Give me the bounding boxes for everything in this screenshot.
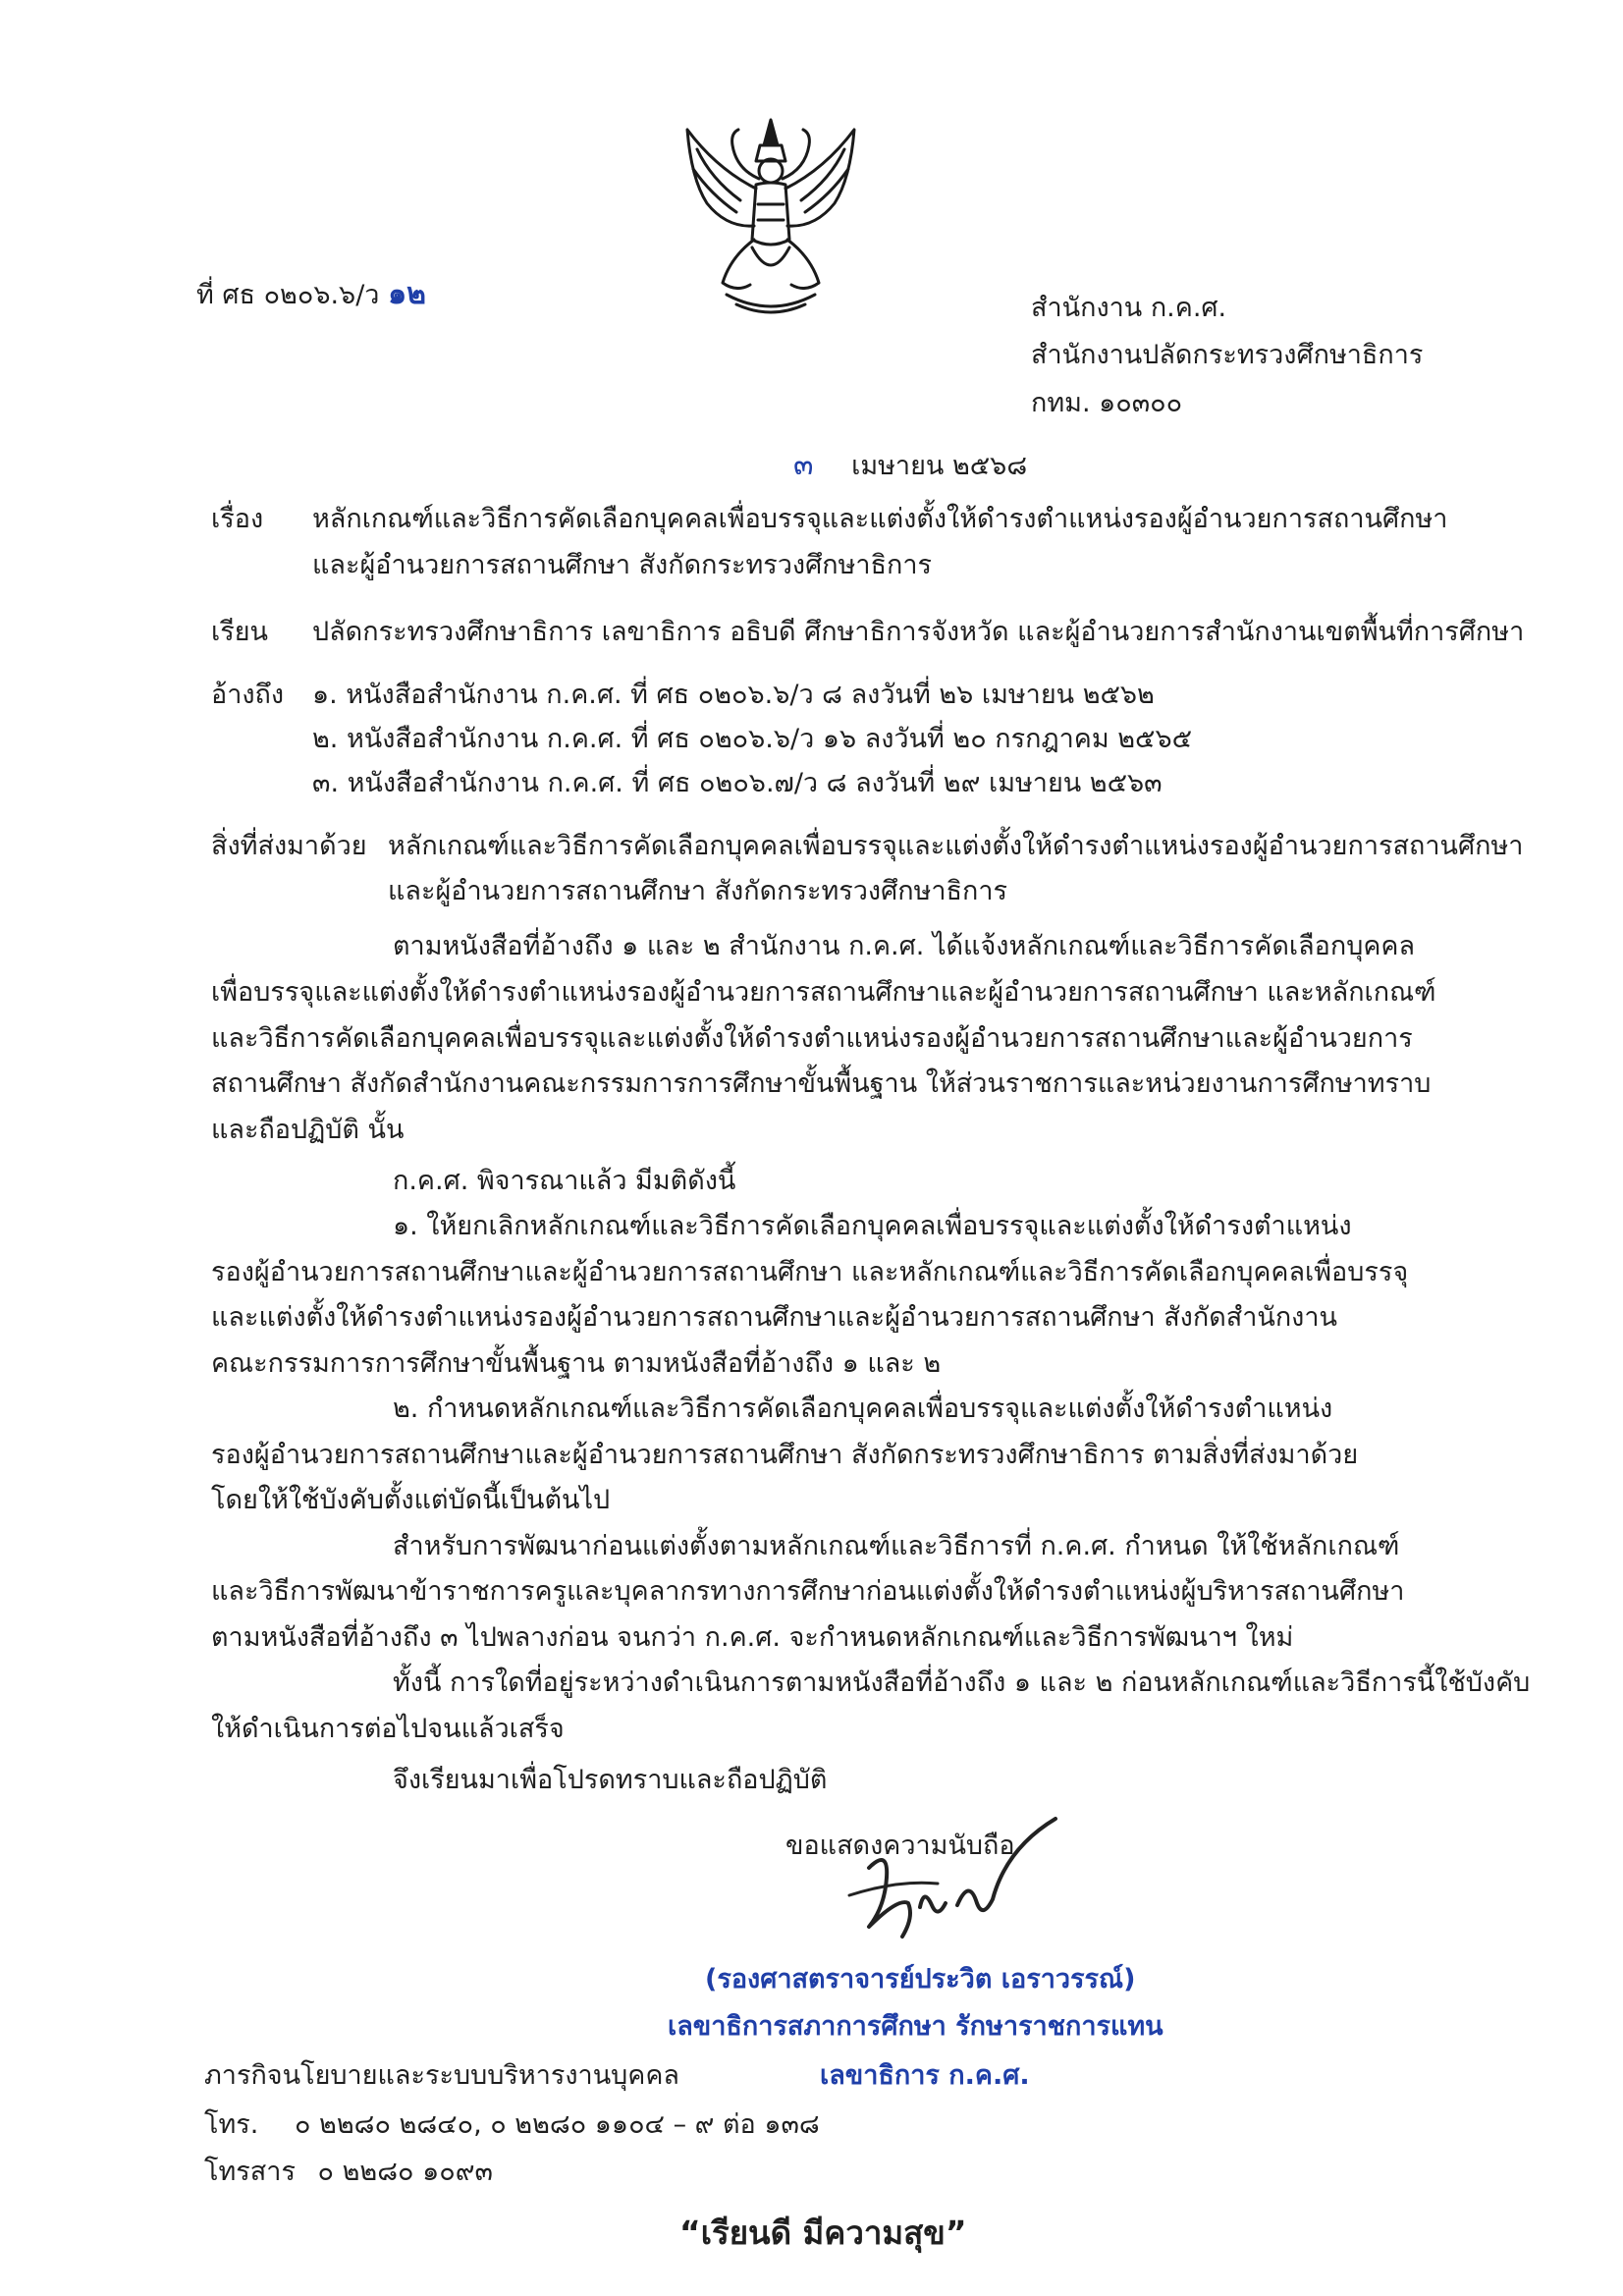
signatory-title-1: เลขาธิการสภาการศึกษา รักษาราชการแทน — [668, 2011, 1163, 2042]
body-p1-line: ตามหนังสือที่อ้างถึง ๑ และ ๒ สำนักงาน ก.ค.ศ. ได้แจ้งหลักเกณฑ์และวิธีการคัดเลือกบุคคล — [393, 931, 1416, 961]
body-development-line: และวิธีการพัฒนาข้าราชการครูและบุคลากรทางการศึกษาก่อนแต่งตั้งให้ดำรงตำแหน่งผู้บริหารสถานศึกษา — [211, 1576, 1405, 1607]
fax-label: โทรสาร — [204, 2157, 296, 2187]
footer-fax — [204, 2157, 493, 2188]
reference-item: ๒. หนังสือสำนักงาน ก.ค.ศ. ที่ ศธ ๐๒๐๖.๖/ว ๑๖ ลงวันที่ ๒๐ กรกฎาคม ๒๕๖๕ — [312, 724, 1193, 754]
document-number-handwritten: ๑๒ — [388, 277, 426, 311]
body-p1-line: สถานศึกษา สังกัดสำนักงานคณะกรรมการการศึกษาขั้นพื้นฐาน ให้ส่วนราชการและหน่วยงานการศึกษาทราบ — [211, 1068, 1432, 1099]
motto: “เรียนดี มีความสุข” — [679, 2214, 967, 2252]
body-resolution-intro: ก.ค.ศ. พิจารณาแล้ว มีมติดังนี้ — [393, 1166, 736, 1196]
document-number — [196, 277, 426, 312]
date-month-year: เมษายน ๒๕๖๘ — [851, 451, 1028, 481]
signature-icon — [830, 1809, 1065, 1976]
body-item2-line: รองผู้อำนวยการสถานศึกษาและผู้อำนวยการสถานศึกษา สังกัดกระทรวงศึกษาธิการ ตามสิ่งที่ส่งมาด้วย — [211, 1440, 1359, 1470]
phone-number: ๐ ๒๒๘๐ ๒๘๔๐, ๐ ๒๒๘๐ ๑๑๐๔ – ๙ ต่อ ๑๓๘ — [294, 2109, 820, 2140]
fax-number: ๐ ๒๒๘๐ ๑๐๙๓ — [317, 2157, 493, 2187]
body-p1-line: และวิธีการคัดเลือกบุคคลเพื่อบรรจุและแต่งตั้งให้ดำรงตำแหน่งรองผู้อำนวยการสถานศึกษาและผู้อำนวยการ — [211, 1023, 1413, 1054]
body-transition-line: ให้ดำเนินการต่อไปจนแล้วเสร็จ — [211, 1714, 565, 1744]
body-transition-line: ทั้งนี้ การใดที่อยู่ระหว่างดำเนินการตามหนังสือที่อ้างถึง ๑ และ ๒ ก่อนหลักเกณฑ์และวิธีการนี้ใช้บังคับ — [393, 1667, 1531, 1698]
reference-item: ๓. หนังสือสำนักงาน ก.ค.ศ. ที่ ศธ ๐๒๐๖.๗/ว ๘ ลงวันที่ ๒๙ เมษายน ๒๕๖๓ — [312, 768, 1163, 798]
document-date — [793, 448, 1027, 483]
body-development-line: ตามหนังสือที่อ้างถึง ๓ ไปพลางก่อน จนกว่า ก.ค.ศ. จะกำหนดหลักเกณฑ์และวิธีการพัฒนาฯ ใหม่ — [211, 1622, 1294, 1653]
to-text: ปลัดกระทรวงศึกษาธิการ เลขาธิการ อธิบดี ศึกษาธิการจังหวัด และผู้อำนวยการสำนักงานเขตพื้นที่การศึกษา — [312, 617, 1525, 647]
date-day-handwritten: ๓ — [793, 448, 814, 482]
footer-phone — [204, 2109, 820, 2141]
body-item1-line: ๑. ให้ยกเลิกหลักเกณฑ์และวิธีการคัดเลือกบุคคลเพื่อบรรจุและแต่งตั้งให้ดำรงตำแหน่ง — [393, 1211, 1352, 1241]
enclosure-line-1: หลักเกณฑ์และวิธีการคัดเลือกบุคคลเพื่อบรรจุและแต่งตั้งให้ดำรงตำแหน่งรองผู้อำนวยการสถานศึกษา — [388, 831, 1524, 861]
reference-item: ๑. หนังสือสำนักงาน ก.ค.ศ. ที่ ศธ ๐๒๐๖.๖/ว ๘ ลงวันที่ ๒๖ เมษายน ๒๕๖๒ — [312, 680, 1155, 710]
signatory-name: (รองศาสตราจารย์ประวิต เอราวรรณ์) — [705, 1964, 1136, 1995]
enclosure-line-2: และผู้อำนวยการสถานศึกษา สังกัดกระทรวงศึกษาธิการ — [388, 876, 1008, 906]
signatory-title-2: เลขาธิการ ก.ค.ศ. — [820, 2060, 1030, 2091]
enclosure-label: สิ่งที่ส่งมาด้วย — [211, 831, 367, 861]
phone-label: โทร. — [204, 2109, 259, 2140]
subject-line-1: หลักเกณฑ์และวิธีการคัดเลือกบุคคลเพื่อบรรจุและแต่งตั้งให้ดำรงตำแหน่งรองผู้อำนวยการสถานศึกษา — [312, 504, 1448, 534]
body-item2-line: โดยให้ใช้บังคับตั้งแต่บัดนี้เป็นต้นไป — [211, 1485, 611, 1515]
regards-text: ขอแสดงความนับถือ — [785, 1831, 1015, 1861]
office-postal: กทม. ๑๐๓๐๐ — [1031, 388, 1183, 418]
body-item1-line: และแต่งตั้งให้ดำรงตำแหน่งรองผู้อำนวยการสถานศึกษาและผู้อำนวยการสถานศึกษา สังกัดสำนักงาน — [211, 1302, 1337, 1333]
body-closing: จึงเรียนมาเพื่อโปรดทราบและถือปฏิบัติ — [393, 1765, 828, 1795]
body-item2-line: ๒. กำหนดหลักเกณฑ์และวิธีการคัดเลือกบุคคลเพื่อบรรจุและแต่งตั้งให้ดำรงตำแหน่ง — [393, 1394, 1333, 1424]
garuda-emblem-icon — [668, 110, 874, 316]
body-p1-line: และถือปฏิบัติ นั้น — [211, 1115, 405, 1145]
office-department: สำนักงานปลัดกระทรวงศึกษาธิการ — [1031, 340, 1424, 370]
subject-line-2: และผู้อำนวยการสถานศึกษา สังกัดกระทรวงศึกษาธิการ — [312, 550, 933, 580]
body-p1-line: เพื่อบรรจุและแต่งตั้งให้ดำรงตำแหน่งรองผู้อำนวยการสถานศึกษาและผู้อำนวยการสถานศึกษา และหลักเกณฑ์ — [211, 977, 1436, 1008]
office-name: สำนักงาน ก.ค.ศ. — [1031, 293, 1227, 323]
subject-label: เรื่อง — [211, 504, 264, 534]
footer-department: ภารกิจนโยบายและระบบบริหารงานบุคคล — [204, 2060, 679, 2091]
body-development-line: สำหรับการพัฒนาก่อนแต่งตั้งตามหลักเกณฑ์และวิธีการที่ ก.ค.ศ. กำหนด ให้ใช้หลักเกณฑ์ — [393, 1531, 1400, 1561]
document-number-prefix: ที่ ศธ ๐๒๐๖.๖/ว — [196, 280, 380, 310]
references-label: อ้างถึง — [211, 680, 285, 710]
body-item1-line: คณะกรรมการการศึกษาขั้นพื้นฐาน ตามหนังสือที่อ้างถึง ๑ และ ๒ — [211, 1348, 942, 1379]
body-item1-line: รองผู้อำนวยการสถานศึกษาและผู้อำนวยการสถานศึกษา และหลักเกณฑ์และวิธีการคัดเลือกบุคคลเพื่อบรรจุ — [211, 1257, 1409, 1287]
to-label: เรียน — [211, 617, 269, 647]
